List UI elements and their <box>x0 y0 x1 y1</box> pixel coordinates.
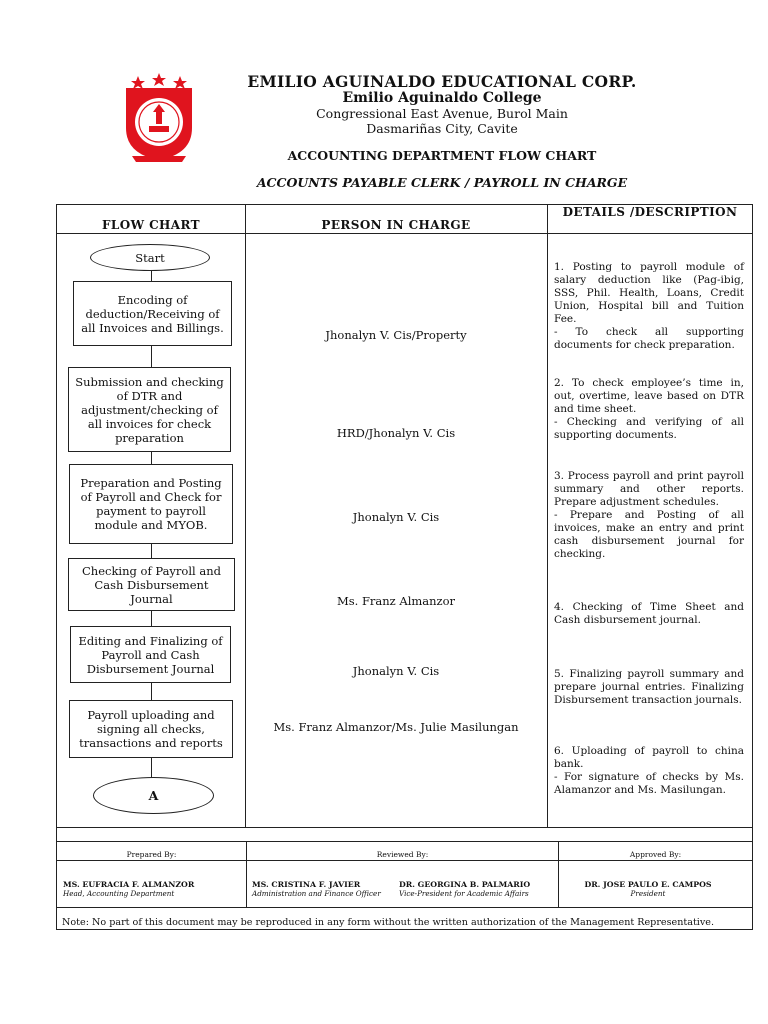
table-border <box>56 233 752 234</box>
flow-step-1: Encoding of deduction/Receiving of all Invoices and Billings. <box>73 281 232 346</box>
person-step-5: Jhonalyn V. Cis <box>352 664 440 678</box>
column-header-details: DETAILS /DESCRIPTION <box>562 205 738 219</box>
flow-connector-terminal: A <box>93 777 214 814</box>
prepared-by-label: Prepared By: <box>126 850 177 859</box>
detail-step-6: 6. Uploading of payroll to china bank. - For signature of checks by Ms. Alamanzor and Ms. Masilungan. <box>554 745 744 796</box>
flow-step-3: Preparation and Posting of Payroll and Check for payment to payroll module and MYOB. <box>69 464 233 544</box>
column-header-flow-chart: FLOW CHART <box>102 218 200 232</box>
prepared-by-name: MS. EUFRACIA F. ALMANZOR <box>63 880 195 889</box>
detail-step-2: 2. To check employee’s time in, out, overtime, leave based on DTR and time sheet. - Checking and verifying of all supporting documents. <box>554 377 744 441</box>
table-border <box>56 929 752 930</box>
document-subtitle: ACCOUNTS PAYABLE CLERK / PAYROLL IN CHARGE <box>256 175 628 190</box>
approved-by-title: President <box>630 889 666 898</box>
person-step-4: Ms. Franz Almanzor <box>336 594 456 608</box>
address-line-1: Congressional East Avenue, Burol Main <box>316 106 568 121</box>
flow-step-6: Payroll uploading and signing all checks, transactions and reports <box>69 700 233 758</box>
person-step-3: Jhonalyn V. Cis <box>352 510 440 524</box>
flow-start-terminal: Start <box>90 244 210 271</box>
reviewed-by-title-2: Vice-President for Academic Affairs <box>399 889 529 898</box>
reviewed-by-label: Reviewed By: <box>376 850 429 859</box>
person-step-1: Jhonalyn V. Cis/Property <box>325 328 467 342</box>
approved-by-name: DR. JOSE PAULO E. CAMPOS <box>584 880 712 889</box>
address-line-2: Dasmariñas City, Cavite <box>366 121 518 136</box>
corp-name: EMILIO AGUINALDO EDUCATIONAL CORP. <box>247 72 637 91</box>
table-divider <box>547 204 548 827</box>
table-border <box>56 827 752 828</box>
reviewed-by-name-1: MS. CRISTINA F. JAVIER <box>252 880 361 889</box>
detail-step-3: 3. Process payroll and print payroll summary and other reports. Prepare adjustment schedules. - Prepare and Posting of all invoices, make an entry and print cash disbursement journal for checking. <box>554 470 744 560</box>
reviewed-by-title-1: Administration and Finance Officer <box>252 889 381 898</box>
table-border <box>56 907 752 908</box>
person-step-6: Ms. Franz Almanzor/Ms. Julie Masilungan <box>273 720 519 734</box>
approved-by-label: Approved By: <box>629 850 682 859</box>
prepared-by-title: Head, Accounting Department <box>63 889 175 898</box>
table-border <box>56 204 57 930</box>
person-step-2: HRD/Jhonalyn V. Cis <box>336 426 456 440</box>
reviewed-by-name-2: DR. GEORGINA B. PALMARIO <box>399 880 531 889</box>
flow-step-2: Submission and checking of DTR and adjustment/checking of all invoices for check preparation <box>68 367 231 452</box>
table-border <box>752 204 753 930</box>
table-border <box>56 860 752 861</box>
college-name: Emilio Aguinaldo College <box>342 90 542 106</box>
table-border <box>56 841 752 842</box>
document-title: ACCOUNTING DEPARTMENT FLOW CHART <box>287 148 597 163</box>
detail-step-1: 1. Posting to payroll module of salary deduction like (Pag-ibig, SSS, Phil. Health, Loans, Credit Union, Hospital bill and Tuition Fee. - To check all supporting documents for check preparation. <box>554 261 744 351</box>
flow-step-5: Editing and Finalizing of Payroll and Cash Disbursement Journal <box>70 626 231 683</box>
flow-step-4: Checking of Payroll and Cash Disbursement Journal <box>68 558 235 611</box>
detail-step-4: 4. Checking of Time Sheet and Cash disbursement journal. <box>554 601 744 626</box>
column-header-person-in-charge: PERSON IN CHARGE <box>321 218 471 232</box>
footer-note: Note: No part of this document may be reproduced in any form without the written authorization of the Management Representative. <box>62 917 715 928</box>
detail-step-5: 5. Finalizing payroll summary and prepare journal entries. Finalizing Disbursement transaction journals. <box>554 668 744 706</box>
